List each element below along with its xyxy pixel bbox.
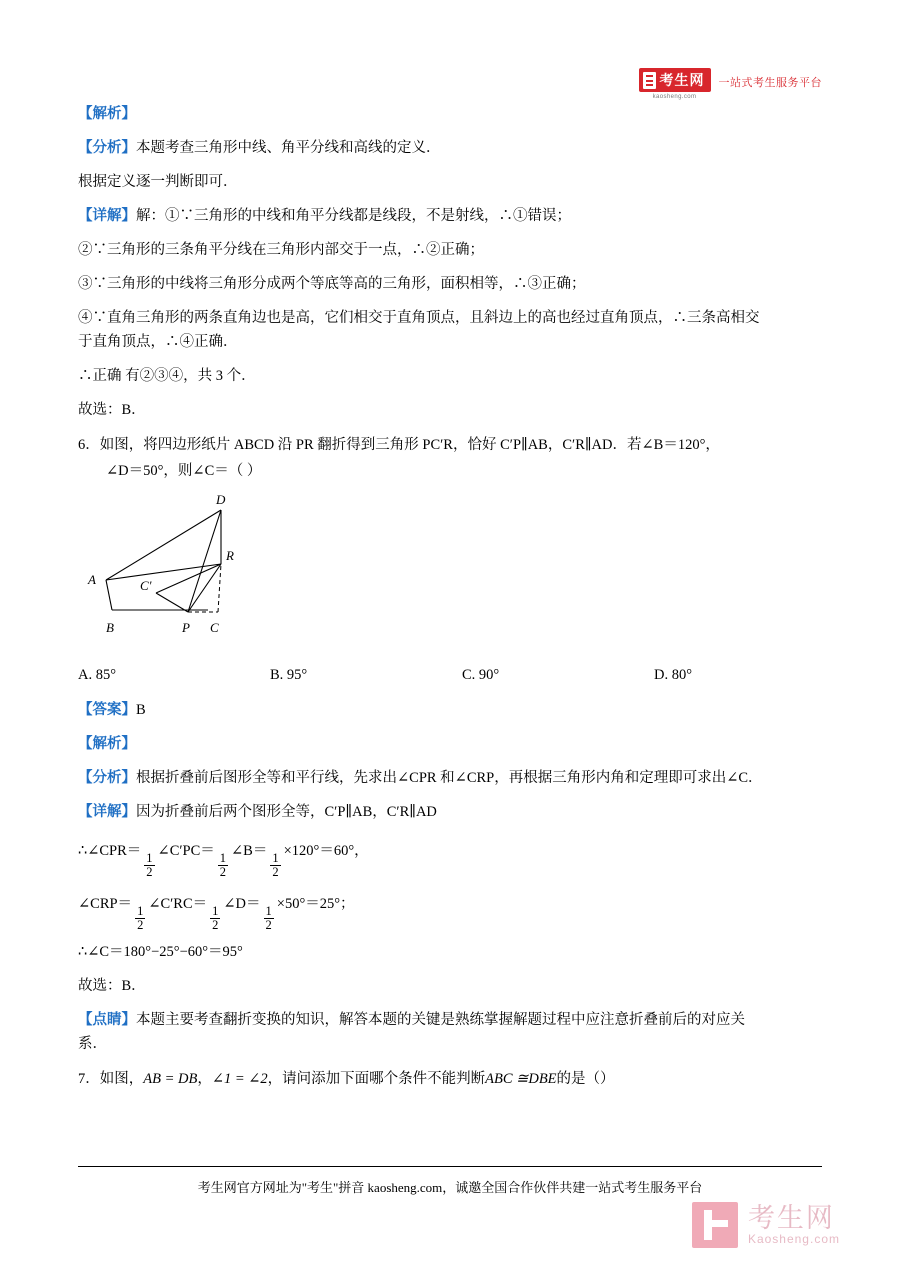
question7-tri1: ABC ≅ (485, 1071, 529, 1088)
figure-label-B: B (106, 620, 114, 635)
question7-text-a: 如图， (99, 1071, 144, 1088)
solution6-math-line2 (78, 889, 822, 932)
question6-line1 (78, 434, 822, 456)
fraction-denominator: 2 (212, 918, 219, 933)
fraction-half-4 (135, 905, 145, 932)
figure-label-Cprime: C' (140, 578, 152, 593)
fenxi-tag-2: 【分析】 (78, 770, 136, 786)
question7-number: 7． (78, 1071, 100, 1088)
fraction-denominator: 2 (219, 865, 227, 879)
choice-a[interactable]: A. 85° (78, 667, 117, 683)
watermark-en: Kaosheng.com (747, 1232, 840, 1247)
logo-slogan: 一站式考生服务平台 (718, 77, 822, 89)
figure-label-P: P (182, 620, 190, 635)
question7-angles: ∠1 = ∠2 (211, 1071, 268, 1088)
fenxi-text-2: 根据折叠前后图形全等和平行线，先求出∠CPR 和∠CRP，再根据三角形内角和定理即可求出∠C． (136, 770, 763, 786)
site-logo (639, 68, 823, 100)
question6-choices (78, 667, 822, 684)
fenxi-text: 本题考查三角形中线、角平分线和高线的定义． (136, 140, 441, 156)
question6-text1: 如图，将四边形纸片 ABCD 沿 PR 翻折得到三角形 PC′R，恰好 C′P∥AB，C′R∥AD．若∠B＝120°， (99, 437, 720, 453)
question6-line2: ∠D＝50°，则∠C＝（ ） (106, 463, 262, 479)
solution5-analysis-tag (78, 104, 822, 124)
xiangjie-text-2: 因为折叠前后两个图形全等，C′P∥AB，C′R∥AD (136, 804, 437, 820)
dianjing-text: 本题主要考查翻折变换的知识，解答本题的关键是熟练掌握解题过程中应注意折叠前后的对应关 (136, 1012, 745, 1029)
solution5-conclusion: ∴正确 有②③④，共 3 个． (78, 368, 256, 384)
solution5-fenxi-line (78, 138, 822, 158)
question7-text-e: ，请问添加下面哪个条件不能判断 (267, 1071, 486, 1088)
fraction-denominator: 2 (137, 918, 144, 933)
answer-tag: 【答案】 (78, 702, 136, 718)
solution6-math-line3: ∴∠C＝180°−25°−60°＝95° (78, 944, 243, 961)
solution5-answer: 故选：B． (78, 402, 146, 418)
watermark-logo-icon (692, 1202, 738, 1248)
footer-text: 考生网官方网址为"考生"拼音 kaosheng.com，诚邀全国合作伙伴共建一站式考生服务平台 (197, 1180, 703, 1195)
fraction-denominator: 2 (272, 865, 279, 879)
xiangjie-text: 解：①∵三角形的中线和角平分线都是线段，不是射线，∴①错误； (136, 208, 571, 224)
watermark-text (748, 1204, 840, 1246)
logo-text: 考生网 (659, 72, 705, 88)
solution6-dianjing-line (78, 1010, 822, 1030)
solution6-answer-final: 故选：B． (78, 978, 146, 995)
question6-number: 6． (78, 437, 100, 453)
fenxi-tag: 【分析】 (78, 140, 136, 156)
dianjing-tag: 【点睛】 (78, 1012, 136, 1029)
xiangjie-tag-2: 【详解】 (78, 804, 136, 820)
analysis-tag-label: 【解析】 (78, 106, 136, 122)
fraction-numerator: 1 (146, 850, 153, 865)
fraction-denominator: 2 (265, 918, 272, 933)
solution5-item4-b: 于直角顶点，∴④正确． (78, 334, 238, 350)
logo-subtext: kaosheng.com (652, 94, 697, 100)
solution6-math-line1 (78, 836, 822, 879)
solution6-xiangjie-line (78, 802, 822, 822)
figure-label-C: C (210, 620, 219, 635)
solution5-fenxi-line2: 根据定义逐一判断即可． (78, 174, 238, 190)
fraction-half-6 (264, 905, 274, 932)
question7-line (78, 1068, 822, 1090)
fraction-numerator: 1 (212, 904, 219, 918)
solution6-answer-line (78, 700, 822, 720)
document-content (78, 104, 822, 1094)
logo-mark (639, 68, 711, 100)
footer-divider (78, 1166, 822, 1167)
math2-mid2: ∠D＝ (223, 896, 261, 913)
math1-prefix: ∴∠CPR＝ (78, 843, 142, 859)
choice-d[interactable]: D. 80° (654, 667, 693, 683)
fraction-half-3 (270, 852, 280, 879)
math2-tail: ×50°＝25°； (276, 896, 355, 913)
solution6-analysis-tag-line (78, 734, 822, 754)
fraction-half-1 (144, 852, 154, 879)
solution6-fenxi-line (78, 768, 822, 788)
math2-mid1: ∠C′RC＝ (148, 896, 208, 913)
math1-mid1: ∠C′PC＝ (157, 843, 215, 859)
fraction-half-5 (210, 905, 220, 932)
question6-figure (78, 492, 822, 657)
solution6-dianjing-line2: 系． (78, 1036, 107, 1053)
figure-label-A: A (88, 572, 96, 587)
math1-mid2: ∠B＝ (231, 843, 268, 859)
watermark-cn: 考生网 (747, 1202, 835, 1233)
solution5-item2: ②∵三角形的三条角平分线在三角形内部交于一点，∴②正确； (78, 242, 484, 258)
fraction-numerator: 1 (137, 904, 144, 918)
solution5-item4-a: ④∵直角三角形的两条直角边也是高，它们相交于直角顶点，且斜边上的高也经过直角顶点，∴三条高相交 (78, 310, 760, 326)
answer-value: B (136, 702, 146, 718)
solution5-item3: ③∵三角形的中线将三角形分成两个等底等高的三角形，面积相等，∴③正确； (78, 276, 586, 292)
math2-prefix: ∠CRP＝ (78, 896, 133, 913)
fraction-numerator: 1 (265, 904, 272, 918)
fraction-numerator: 1 (272, 850, 279, 865)
question7-tri2: DBE (528, 1071, 557, 1088)
figure-label-R: R (226, 548, 234, 563)
geometry-diagram (78, 492, 398, 652)
question7-text-c: ， (197, 1071, 212, 1088)
choice-b[interactable]: B. 95° (270, 667, 308, 683)
figure-label-D: D (216, 492, 226, 507)
question7-ab-db: AB = DB (143, 1071, 198, 1088)
solution5-xiangjie-line (78, 206, 822, 226)
analysis-tag-label-2: 【解析】 (78, 736, 136, 752)
logo-badge (639, 68, 711, 92)
fraction-denominator: 2 (146, 865, 153, 879)
choice-c[interactable]: C. 90° (462, 667, 500, 683)
question7-text-h: 的是（） (556, 1071, 615, 1088)
fraction-half-2 (218, 852, 228, 879)
book-icon (643, 72, 656, 89)
watermark (692, 1202, 840, 1248)
fraction-numerator: 1 (219, 850, 227, 865)
math1-tail: ×120°＝60°， (283, 843, 369, 859)
xiangjie-tag: 【详解】 (78, 208, 136, 224)
